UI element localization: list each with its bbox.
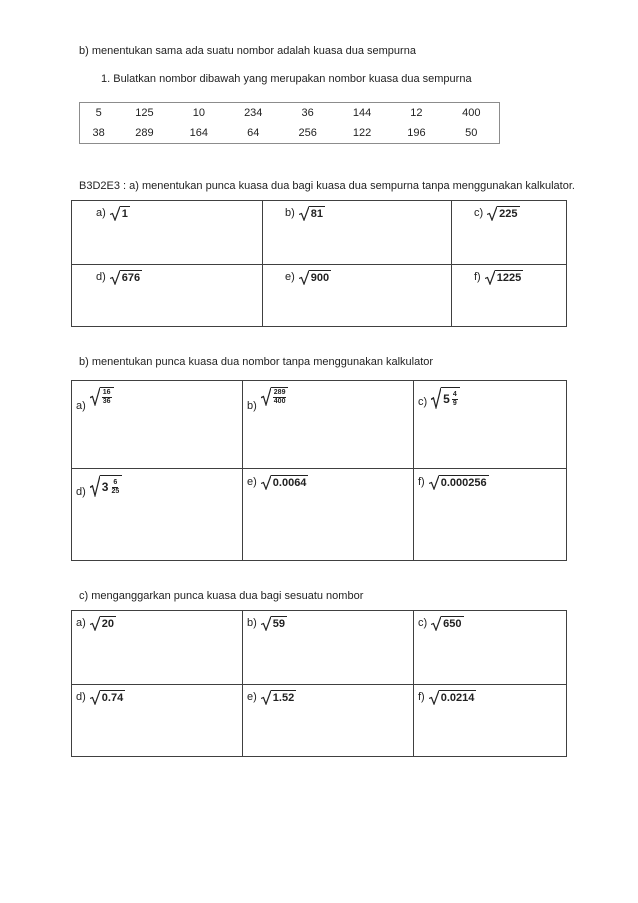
question-label: c) bbox=[418, 396, 428, 408]
question bbox=[76, 475, 242, 499]
answer-cell[interactable] bbox=[72, 265, 263, 327]
radicand: 650 bbox=[443, 618, 462, 630]
answer-cell[interactable] bbox=[414, 611, 567, 685]
radical bbox=[90, 387, 114, 406]
radicand bbox=[441, 387, 460, 409]
radical bbox=[429, 690, 477, 705]
answer-cell[interactable] bbox=[452, 201, 567, 265]
radical bbox=[110, 206, 130, 221]
number-cell[interactable]: 10 bbox=[172, 103, 226, 124]
radical bbox=[261, 387, 289, 406]
question-label: e) bbox=[285, 271, 295, 283]
radicand: 1 bbox=[121, 208, 128, 220]
question bbox=[76, 690, 242, 705]
radical bbox=[429, 475, 489, 490]
number-cell[interactable]: 400 bbox=[444, 103, 500, 124]
radical-icon bbox=[261, 387, 271, 406]
number-cell[interactable]: 164 bbox=[172, 123, 226, 144]
radical bbox=[261, 616, 287, 631]
radicand: 59 bbox=[272, 618, 286, 630]
table-row bbox=[72, 381, 567, 469]
radical bbox=[487, 206, 519, 221]
answer-cell[interactable] bbox=[243, 469, 414, 561]
table-row bbox=[72, 201, 567, 265]
question-label: b) bbox=[285, 207, 295, 219]
whole-number: 5 bbox=[443, 392, 450, 406]
radical bbox=[110, 270, 142, 285]
answer-cell[interactable] bbox=[414, 685, 567, 757]
radical-icon bbox=[90, 387, 100, 406]
radicand: 81 bbox=[310, 208, 324, 220]
question bbox=[418, 387, 566, 409]
radical bbox=[261, 475, 309, 490]
radical-icon bbox=[485, 270, 495, 285]
answer-cell[interactable] bbox=[72, 201, 263, 265]
radical-icon bbox=[261, 690, 271, 705]
radical bbox=[90, 475, 122, 497]
square-root-grid-b bbox=[71, 380, 567, 561]
question-label: c) bbox=[474, 207, 484, 219]
radical-icon bbox=[90, 690, 100, 705]
radicand bbox=[271, 387, 289, 406]
number-cell[interactable]: 144 bbox=[335, 103, 389, 124]
question-label: b) bbox=[247, 400, 257, 412]
number-cell[interactable]: 36 bbox=[280, 103, 334, 124]
question bbox=[418, 690, 566, 705]
number-cell[interactable]: 12 bbox=[389, 103, 443, 124]
perfect-square-numbers-table bbox=[79, 102, 500, 144]
radical-icon bbox=[429, 475, 439, 490]
answer-cell[interactable] bbox=[243, 611, 414, 685]
radical-icon bbox=[431, 616, 441, 631]
number-cell[interactable]: 125 bbox=[117, 103, 171, 124]
radical-icon bbox=[429, 690, 439, 705]
table-row bbox=[72, 265, 567, 327]
radicand: 0.000256 bbox=[440, 477, 487, 489]
answer-cell[interactable] bbox=[263, 201, 452, 265]
question bbox=[247, 475, 413, 490]
radical bbox=[90, 690, 125, 705]
answer-cell[interactable] bbox=[72, 381, 243, 469]
square-root-grid-a bbox=[71, 200, 567, 327]
question-label: f) bbox=[474, 271, 481, 283]
number-cell[interactable]: 196 bbox=[389, 123, 443, 144]
number-cell[interactable]: 38 bbox=[80, 123, 118, 144]
radical bbox=[431, 387, 460, 409]
question bbox=[247, 690, 413, 705]
denominator: 400 bbox=[273, 398, 286, 405]
question bbox=[247, 387, 413, 413]
section1-instruction: 1. Bulatkan nombor dibawah yang merupakan nombor kuasa dua sempurna bbox=[101, 73, 472, 85]
table-row bbox=[80, 103, 500, 124]
radical-icon bbox=[110, 270, 120, 285]
number-cell[interactable]: 289 bbox=[117, 123, 171, 144]
question-label: a) bbox=[96, 207, 106, 219]
fraction bbox=[110, 479, 120, 496]
question-label: d) bbox=[96, 271, 106, 283]
question-label: a) bbox=[76, 617, 86, 629]
answer-cell[interactable] bbox=[243, 685, 414, 757]
radical-icon bbox=[110, 206, 120, 221]
table-row bbox=[72, 611, 567, 685]
radical-icon bbox=[90, 475, 100, 497]
radicand bbox=[100, 475, 122, 497]
question-label: c) bbox=[418, 617, 428, 629]
question-label: a) bbox=[76, 400, 86, 412]
denominator: 36 bbox=[102, 398, 111, 405]
question bbox=[285, 270, 451, 285]
numerator: 4 bbox=[452, 390, 457, 398]
radical-icon bbox=[487, 206, 497, 221]
question bbox=[96, 206, 262, 221]
table-row bbox=[80, 123, 500, 144]
radicand: 0.74 bbox=[101, 692, 124, 704]
question-label: f) bbox=[418, 691, 425, 703]
section4-heading: c) menganggarkan punca kuasa dua bagi sesuatu nombor bbox=[79, 590, 364, 602]
number-cell[interactable]: 256 bbox=[280, 123, 334, 144]
radicand bbox=[100, 387, 114, 406]
fraction bbox=[102, 389, 112, 406]
numerator: 16 bbox=[102, 389, 111, 396]
radicand: 1225 bbox=[496, 272, 522, 284]
radical bbox=[261, 690, 296, 705]
fraction bbox=[452, 391, 458, 408]
denominator: 25 bbox=[111, 487, 120, 495]
answer-cell[interactable] bbox=[414, 469, 567, 561]
numerator: 289 bbox=[273, 389, 286, 396]
question bbox=[418, 616, 566, 631]
section2-heading: B3D2E3 : a) menentukan punca kuasa dua bagi kuasa dua sempurna tanpa menggunakan kalkulator. bbox=[79, 180, 575, 192]
radicand: 676 bbox=[121, 272, 141, 284]
question bbox=[76, 387, 242, 413]
question-label: d) bbox=[76, 486, 86, 498]
estimate-square-root-grid bbox=[71, 610, 567, 757]
radical-icon bbox=[299, 206, 309, 221]
number-cell[interactable]: 122 bbox=[335, 123, 389, 144]
table-row bbox=[72, 469, 567, 561]
numerator: 6 bbox=[113, 478, 118, 486]
radicand: 0.0064 bbox=[272, 477, 307, 489]
answer-cell[interactable] bbox=[72, 611, 243, 685]
radicand: 225 bbox=[499, 208, 518, 220]
question bbox=[474, 206, 566, 221]
number-cell[interactable]: 234 bbox=[226, 103, 280, 124]
question bbox=[474, 270, 566, 285]
fraction bbox=[273, 389, 287, 406]
table-row bbox=[72, 685, 567, 757]
section3-heading: b) menentukan punca kuasa dua nombor tanpa menggunakan kalkulator bbox=[79, 356, 434, 368]
radicand: 1.52 bbox=[272, 692, 295, 704]
question-label: d) bbox=[76, 691, 86, 703]
question bbox=[418, 475, 566, 490]
number-cell[interactable]: 50 bbox=[444, 123, 500, 144]
radical bbox=[431, 616, 463, 631]
radicand: 20 bbox=[101, 618, 115, 630]
answer-cell[interactable] bbox=[243, 381, 414, 469]
answer-cell[interactable] bbox=[263, 265, 452, 327]
radical bbox=[299, 270, 331, 285]
answer-cell[interactable] bbox=[414, 381, 567, 469]
question bbox=[76, 616, 242, 631]
radical-icon bbox=[261, 616, 271, 631]
question bbox=[247, 616, 413, 631]
question-label: b) bbox=[247, 617, 257, 629]
radical bbox=[299, 206, 325, 221]
radicand: 0.0214 bbox=[440, 692, 475, 704]
question-label: f) bbox=[418, 476, 425, 488]
radical bbox=[485, 270, 523, 285]
whole-number: 3 bbox=[101, 480, 109, 494]
question bbox=[285, 206, 451, 221]
answer-cell[interactable] bbox=[452, 265, 567, 327]
radical bbox=[90, 616, 116, 631]
radical-icon bbox=[299, 270, 309, 285]
question-label: e) bbox=[247, 691, 257, 703]
question-label: e) bbox=[247, 476, 257, 488]
answer-cell[interactable] bbox=[72, 469, 243, 561]
radical-icon bbox=[431, 387, 441, 409]
radical-icon bbox=[90, 616, 100, 631]
number-cell[interactable]: 64 bbox=[226, 123, 280, 144]
number-cell[interactable]: 5 bbox=[80, 103, 118, 124]
radical-icon bbox=[261, 475, 271, 490]
section1-heading: b) menentukan sama ada suatu nombor adalah kuasa dua sempurna bbox=[79, 45, 416, 57]
denominator: 9 bbox=[452, 399, 457, 407]
radicand: 900 bbox=[310, 272, 330, 284]
question bbox=[96, 270, 262, 285]
answer-cell[interactable] bbox=[72, 685, 243, 757]
